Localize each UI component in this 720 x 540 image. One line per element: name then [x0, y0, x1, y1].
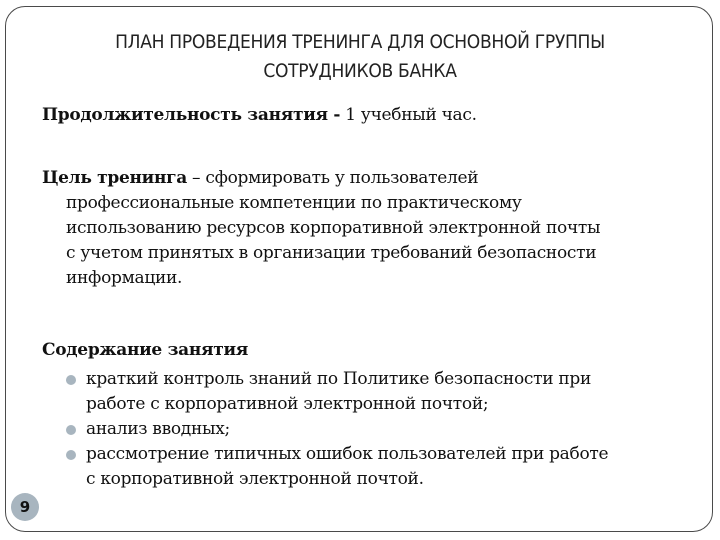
list-item-line: рассмотрение типичных ошибок пользователей при работе	[86, 444, 609, 464]
goal-text-line-3: использованию ресурсов корпоративной электронной почты	[66, 218, 601, 238]
list-item-line: анализ вводных;	[86, 419, 230, 439]
page-number-badge	[11, 493, 39, 521]
contents-list	[62, 367, 702, 492]
slide-title	[0, 28, 720, 86]
list-item	[62, 367, 702, 417]
goal-paragraph	[42, 166, 692, 291]
bullet-dot-icon	[66, 425, 76, 435]
bullet-dot-icon	[66, 450, 76, 460]
list-item-line: краткий контроль знаний по Политике безопасности при	[86, 369, 591, 389]
duration-value: 1 учебный час.	[340, 105, 477, 125]
duration-paragraph	[42, 103, 692, 128]
duration-label: Продолжительность занятия -	[42, 105, 341, 125]
list-item	[62, 442, 702, 492]
goal-text-line-5: информации.	[66, 268, 183, 288]
goal-text-line-4: с учетом принятых в организации требований безопасности	[66, 243, 597, 263]
goal-text-line-2: профессиональные компетенции по практическому	[66, 193, 522, 213]
slide-title-line-2: СОТРУДНИКОВ БАНКА	[263, 60, 457, 82]
goal-label: Цель тренинга	[42, 168, 187, 188]
list-item-line: работе с корпоративной электронной почтой;	[86, 394, 489, 414]
slide-title-line-1: ПЛАН ПРОВЕДЕНИЯ ТРЕНИНГА ДЛЯ ОСНОВНОЙ ГРУППЫ	[115, 31, 605, 53]
list-item	[62, 417, 702, 442]
contents-heading: Содержание занятия	[42, 340, 249, 360]
bullet-dot-icon	[66, 375, 76, 385]
list-item-line: с корпоративной электронной почтой.	[86, 469, 424, 489]
page-number: 9	[19, 497, 31, 516]
goal-text-line-1: – сформировать у пользователей	[186, 168, 479, 188]
